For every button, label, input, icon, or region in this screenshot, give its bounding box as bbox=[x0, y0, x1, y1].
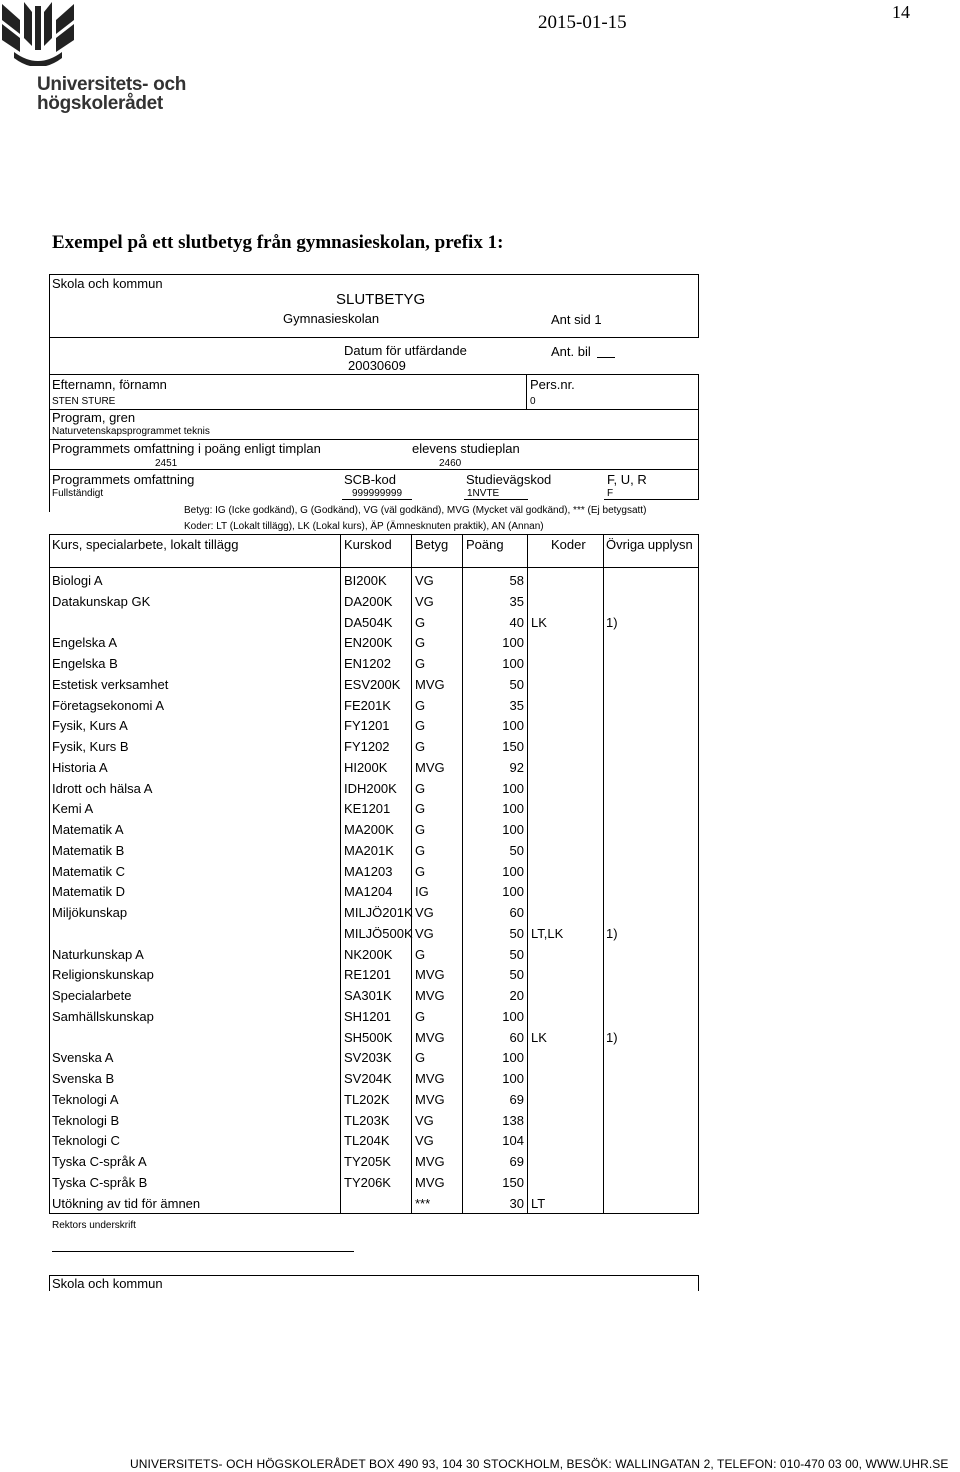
course-points: 30 bbox=[509, 1196, 524, 1211]
course-code: HI200K bbox=[344, 760, 388, 775]
fur-label: F, U, R bbox=[607, 472, 647, 487]
course-name: Miljökunskap bbox=[52, 905, 128, 920]
omf-label: Programmets omfattning i poäng enligt timplan bbox=[52, 441, 321, 456]
table-row bbox=[0, 1047, 960, 1068]
logo-line-2: högskolerådet bbox=[37, 93, 163, 114]
course-name: Matematik D bbox=[52, 884, 125, 899]
course-ov: 1) bbox=[606, 926, 618, 941]
course-name: Matematik B bbox=[52, 843, 125, 858]
course-grade: MVG bbox=[415, 1030, 445, 1045]
course-code: FE201K bbox=[344, 698, 391, 713]
table-row bbox=[0, 632, 960, 653]
course-name: Tyska C-språk B bbox=[52, 1175, 148, 1190]
course-name: Teknologi C bbox=[52, 1133, 120, 1148]
course-name: Naturkunskap A bbox=[52, 947, 144, 962]
table-row bbox=[0, 653, 960, 674]
course-points: 35 bbox=[509, 698, 524, 713]
course-code: SH500K bbox=[344, 1030, 393, 1045]
form-school-bottom bbox=[49, 337, 699, 338]
form-right-border bbox=[698, 274, 699, 338]
course-grade: G bbox=[415, 615, 426, 630]
course-code: TY205K bbox=[344, 1154, 391, 1169]
course-grade: MVG bbox=[415, 677, 445, 692]
table-row bbox=[0, 715, 960, 736]
table-row bbox=[0, 570, 960, 591]
course-points: 104 bbox=[502, 1133, 524, 1148]
table-row bbox=[0, 612, 960, 633]
table-row bbox=[0, 757, 960, 778]
course-points: 100 bbox=[502, 1050, 524, 1065]
course-name: Religionskunskap bbox=[52, 967, 154, 982]
table-row bbox=[0, 798, 960, 819]
course-code: BI200K bbox=[344, 573, 387, 588]
col-header-grade: Betyg bbox=[415, 537, 449, 552]
program-label: Program, gren bbox=[52, 410, 136, 425]
course-name: Engelska B bbox=[52, 656, 118, 671]
course-grade: MVG bbox=[415, 1154, 445, 1169]
course-grade: MVG bbox=[415, 967, 445, 982]
course-points: 100 bbox=[502, 864, 524, 879]
course-points: 92 bbox=[509, 760, 524, 775]
table-row bbox=[0, 923, 960, 944]
course-code: TY206K bbox=[344, 1175, 391, 1190]
table-row bbox=[0, 964, 960, 985]
scb-underline bbox=[342, 499, 412, 500]
fur-value: F bbox=[607, 488, 614, 499]
course-kod: LK bbox=[531, 1030, 547, 1045]
school-box-left bbox=[49, 1275, 50, 1291]
course-grade: VG bbox=[415, 594, 434, 609]
course-points: 50 bbox=[509, 926, 524, 941]
course-code: SA301K bbox=[344, 988, 392, 1003]
course-grade: MVG bbox=[415, 988, 445, 1003]
course-grade: G bbox=[415, 822, 426, 837]
course-kod: LT,LK bbox=[531, 926, 564, 941]
course-name: Tyska C-språk A bbox=[52, 1154, 147, 1169]
course-points: 150 bbox=[502, 739, 524, 754]
course-grade: G bbox=[415, 739, 426, 754]
course-points: 100 bbox=[502, 801, 524, 816]
table-row bbox=[0, 1006, 960, 1027]
form-heading: SLUTBETYG bbox=[336, 291, 426, 308]
course-grade: G bbox=[415, 718, 426, 733]
page-title: Exempel på ett slutbetyg från gymnasieskolan, prefix 1: bbox=[52, 232, 504, 253]
course-grade: G bbox=[415, 843, 426, 858]
page-date: 2015-01-15 bbox=[538, 12, 627, 33]
course-code: MA1203 bbox=[344, 864, 393, 879]
ant-bil-line bbox=[597, 357, 615, 358]
course-grade: MVG bbox=[415, 1071, 445, 1086]
course-code: MILJÖ201K bbox=[344, 905, 413, 920]
course-grade: G bbox=[415, 947, 426, 962]
col-header-ov: Övriga upplysn bbox=[606, 537, 693, 552]
header-top-line bbox=[49, 534, 699, 535]
col-header-kod: Koder bbox=[551, 537, 586, 552]
course-points: 69 bbox=[509, 1154, 524, 1169]
course-code: DA200K bbox=[344, 594, 393, 609]
studievag-label: Studievägskod bbox=[466, 472, 552, 487]
course-code: EN1202 bbox=[344, 656, 391, 671]
course-points: 100 bbox=[502, 1009, 524, 1024]
course-code: TL203K bbox=[344, 1113, 390, 1128]
course-grade: G bbox=[415, 635, 426, 650]
scb-value: 999999999 bbox=[352, 488, 403, 499]
course-code: TL202K bbox=[344, 1092, 390, 1107]
omf-row-bottom bbox=[49, 469, 699, 470]
course-code: MA200K bbox=[344, 822, 394, 837]
course-points: 100 bbox=[502, 884, 524, 899]
form-top-border bbox=[49, 274, 699, 275]
table-row bbox=[0, 1151, 960, 1172]
table-row bbox=[0, 1172, 960, 1193]
course-points: 40 bbox=[509, 615, 524, 630]
school-label: Skola och kommun bbox=[52, 276, 163, 291]
page-number: 14 bbox=[892, 2, 910, 22]
course-points: 138 bbox=[502, 1113, 524, 1128]
course-name: Fysik, Kurs A bbox=[52, 718, 128, 733]
course-points: 69 bbox=[509, 1092, 524, 1107]
course-grade: *** bbox=[415, 1196, 431, 1211]
col-header-code: Kurskod bbox=[344, 537, 392, 552]
course-name: Datakunskap GK bbox=[52, 594, 151, 609]
table-row bbox=[0, 819, 960, 840]
course-code: SV204K bbox=[344, 1071, 392, 1086]
course-code: FY1202 bbox=[344, 739, 390, 754]
course-code: MA1204 bbox=[344, 884, 393, 899]
table-row bbox=[0, 1110, 960, 1131]
table-row bbox=[0, 778, 960, 799]
course-points: 100 bbox=[502, 656, 524, 671]
course-name: Idrott och hälsa A bbox=[52, 781, 153, 796]
datum-label: Datum för utfärdande bbox=[344, 343, 467, 358]
betyg-legend: Betyg: IG (Icke godkänd), G (Godkänd), VG (väl godkänd), MVG (Mycket väl godkänd), *** (Ej betygsatt) bbox=[184, 505, 647, 516]
course-points: 50 bbox=[509, 947, 524, 962]
course-grade: MVG bbox=[415, 760, 445, 775]
course-code: SV203K bbox=[344, 1050, 392, 1065]
course-ov: 1) bbox=[606, 1030, 618, 1045]
course-grade: G bbox=[415, 656, 426, 671]
course-name: Specialarbete bbox=[52, 988, 132, 1003]
course-code: NK200K bbox=[344, 947, 393, 962]
course-points: 100 bbox=[502, 718, 524, 733]
datum-value: 20030609 bbox=[348, 358, 406, 373]
table-row bbox=[0, 591, 960, 612]
course-points: 50 bbox=[509, 843, 524, 858]
course-name: Svenska B bbox=[52, 1071, 115, 1086]
course-points: 150 bbox=[502, 1175, 524, 1190]
course-kod: LT bbox=[531, 1196, 546, 1211]
course-kod: LK bbox=[531, 615, 547, 630]
course-grade: G bbox=[415, 1009, 426, 1024]
table-row bbox=[0, 695, 960, 716]
course-name: Matematik C bbox=[52, 864, 125, 879]
course-points: 100 bbox=[502, 781, 524, 796]
course-points: 60 bbox=[509, 1030, 524, 1045]
program-row-bottom bbox=[49, 439, 699, 440]
table-row bbox=[0, 840, 960, 861]
course-grade: G bbox=[415, 781, 426, 796]
course-name: Biologi A bbox=[52, 573, 103, 588]
form-left-border bbox=[49, 274, 50, 512]
scb-label: SCB-kod bbox=[344, 472, 397, 487]
course-code: KE1201 bbox=[344, 801, 391, 816]
logo-line-1: Universitets- och bbox=[37, 74, 187, 95]
course-name: Estetisk verksamhet bbox=[52, 677, 169, 692]
studievag-underline bbox=[464, 499, 528, 500]
table-row bbox=[0, 902, 960, 923]
course-name: Utökning av tid för ämnen bbox=[52, 1196, 201, 1211]
omfattning-label: Programmets omfattning bbox=[52, 472, 195, 487]
course-name: Historia A bbox=[52, 760, 108, 775]
course-grade: VG bbox=[415, 926, 434, 941]
pers-value: 0 bbox=[530, 396, 536, 407]
course-name: Fysik, Kurs B bbox=[52, 739, 129, 754]
course-name: Teknologi B bbox=[52, 1113, 120, 1128]
table-row bbox=[0, 1068, 960, 1089]
omf-value: 2451 bbox=[155, 458, 178, 469]
course-code: EN200K bbox=[344, 635, 393, 650]
table-row bbox=[0, 881, 960, 902]
course-code: MA201K bbox=[344, 843, 394, 858]
school-label-2: Skola och kommun bbox=[52, 1276, 163, 1291]
ant-bil: Ant. bil bbox=[551, 344, 591, 359]
course-points: 58 bbox=[509, 573, 524, 588]
course-grade: VG bbox=[415, 905, 434, 920]
course-code: ESV200K bbox=[344, 677, 401, 692]
koder-legend: Koder: LT (Lokalt tillägg), LK (Lokal kurs), ÄP (Ämnesknuten praktik), AN (Annan) bbox=[184, 521, 544, 532]
course-grade: VG bbox=[415, 1133, 434, 1148]
table-row bbox=[0, 736, 960, 757]
course-grade: G bbox=[415, 1050, 426, 1065]
course-points: 20 bbox=[509, 988, 524, 1003]
course-grade: VG bbox=[415, 1113, 434, 1128]
course-grade: VG bbox=[415, 573, 434, 588]
course-grade: MVG bbox=[415, 1175, 445, 1190]
course-name: Matematik A bbox=[52, 822, 124, 837]
name-row-top bbox=[49, 374, 699, 375]
course-code: TL204K bbox=[344, 1133, 390, 1148]
name-label: Efternamn, förnamn bbox=[52, 377, 167, 392]
course-points: 35 bbox=[509, 594, 524, 609]
course-code: DA504K bbox=[344, 615, 393, 630]
course-name: Kemi A bbox=[52, 801, 94, 816]
name-row-right bbox=[698, 374, 699, 500]
table-row bbox=[0, 1130, 960, 1151]
course-name: Svenska A bbox=[52, 1050, 114, 1065]
table-row bbox=[0, 985, 960, 1006]
fur-underline bbox=[604, 499, 699, 500]
form-subheading: Gymnasieskolan bbox=[283, 311, 380, 326]
course-name: Samhällskunskap bbox=[52, 1009, 154, 1024]
uhr-logo bbox=[0, 0, 190, 115]
table-row bbox=[0, 1027, 960, 1048]
table-row bbox=[0, 674, 960, 695]
page-footer: UNIVERSITETS- OCH HÖGSKOLERÅDET BOX 490 93, 104 30 STOCKHOLM, BESÖK: WALLINGATAN 2, TELEFON: 010-470 03 00, WWW.UHR.SE bbox=[130, 1457, 949, 1471]
course-points: 60 bbox=[509, 905, 524, 920]
pers-divider bbox=[526, 374, 527, 410]
table-row bbox=[0, 944, 960, 965]
course-grade: MVG bbox=[415, 1092, 445, 1107]
table-row bbox=[0, 861, 960, 882]
course-name: Teknologi A bbox=[52, 1092, 119, 1107]
course-points: 50 bbox=[509, 677, 524, 692]
pers-label: Pers.nr. bbox=[530, 377, 575, 392]
course-code: RE1201 bbox=[344, 967, 391, 982]
uhr-logo-mark bbox=[0, 0, 76, 66]
ant-sid: Ant sid 1 bbox=[551, 312, 602, 327]
signature-line bbox=[52, 1251, 354, 1252]
course-code: SH1201 bbox=[344, 1009, 391, 1024]
table-row bbox=[0, 1089, 960, 1110]
course-points: 100 bbox=[502, 822, 524, 837]
studieplan-value: 2460 bbox=[439, 458, 462, 469]
table-row bbox=[0, 1193, 960, 1214]
studieplan-label: elevens studieplan bbox=[412, 441, 520, 456]
course-ov: 1) bbox=[606, 615, 618, 630]
col-header-points: Poäng bbox=[466, 537, 504, 552]
name-value: STEN STURE bbox=[52, 396, 116, 407]
name-row-bottom bbox=[49, 409, 699, 410]
course-grade: IG bbox=[415, 884, 429, 899]
course-code: MILJÖ500K bbox=[344, 926, 413, 941]
course-points: 50 bbox=[509, 967, 524, 982]
omfattning-value: Fullständigt bbox=[52, 488, 104, 499]
course-grade: G bbox=[415, 698, 426, 713]
course-grade: G bbox=[415, 801, 426, 816]
school-box-right bbox=[698, 1275, 699, 1291]
course-name: Engelska A bbox=[52, 635, 118, 650]
course-points: 100 bbox=[502, 635, 524, 650]
course-code: IDH200K bbox=[344, 781, 397, 796]
program-value: Naturvetenskapsprogrammet teknis bbox=[52, 426, 210, 437]
course-grade: G bbox=[415, 864, 426, 879]
studievag-value: 1NVTE bbox=[467, 488, 500, 499]
col-header-course: Kurs, specialarbete, lokalt tillägg bbox=[52, 537, 239, 552]
course-points: 100 bbox=[502, 1071, 524, 1086]
course-name: Företagsekonomi A bbox=[52, 698, 165, 713]
rektor-label: Rektors underskrift bbox=[52, 1220, 136, 1231]
course-code: FY1201 bbox=[344, 718, 390, 733]
header-bottom-line bbox=[49, 567, 699, 568]
